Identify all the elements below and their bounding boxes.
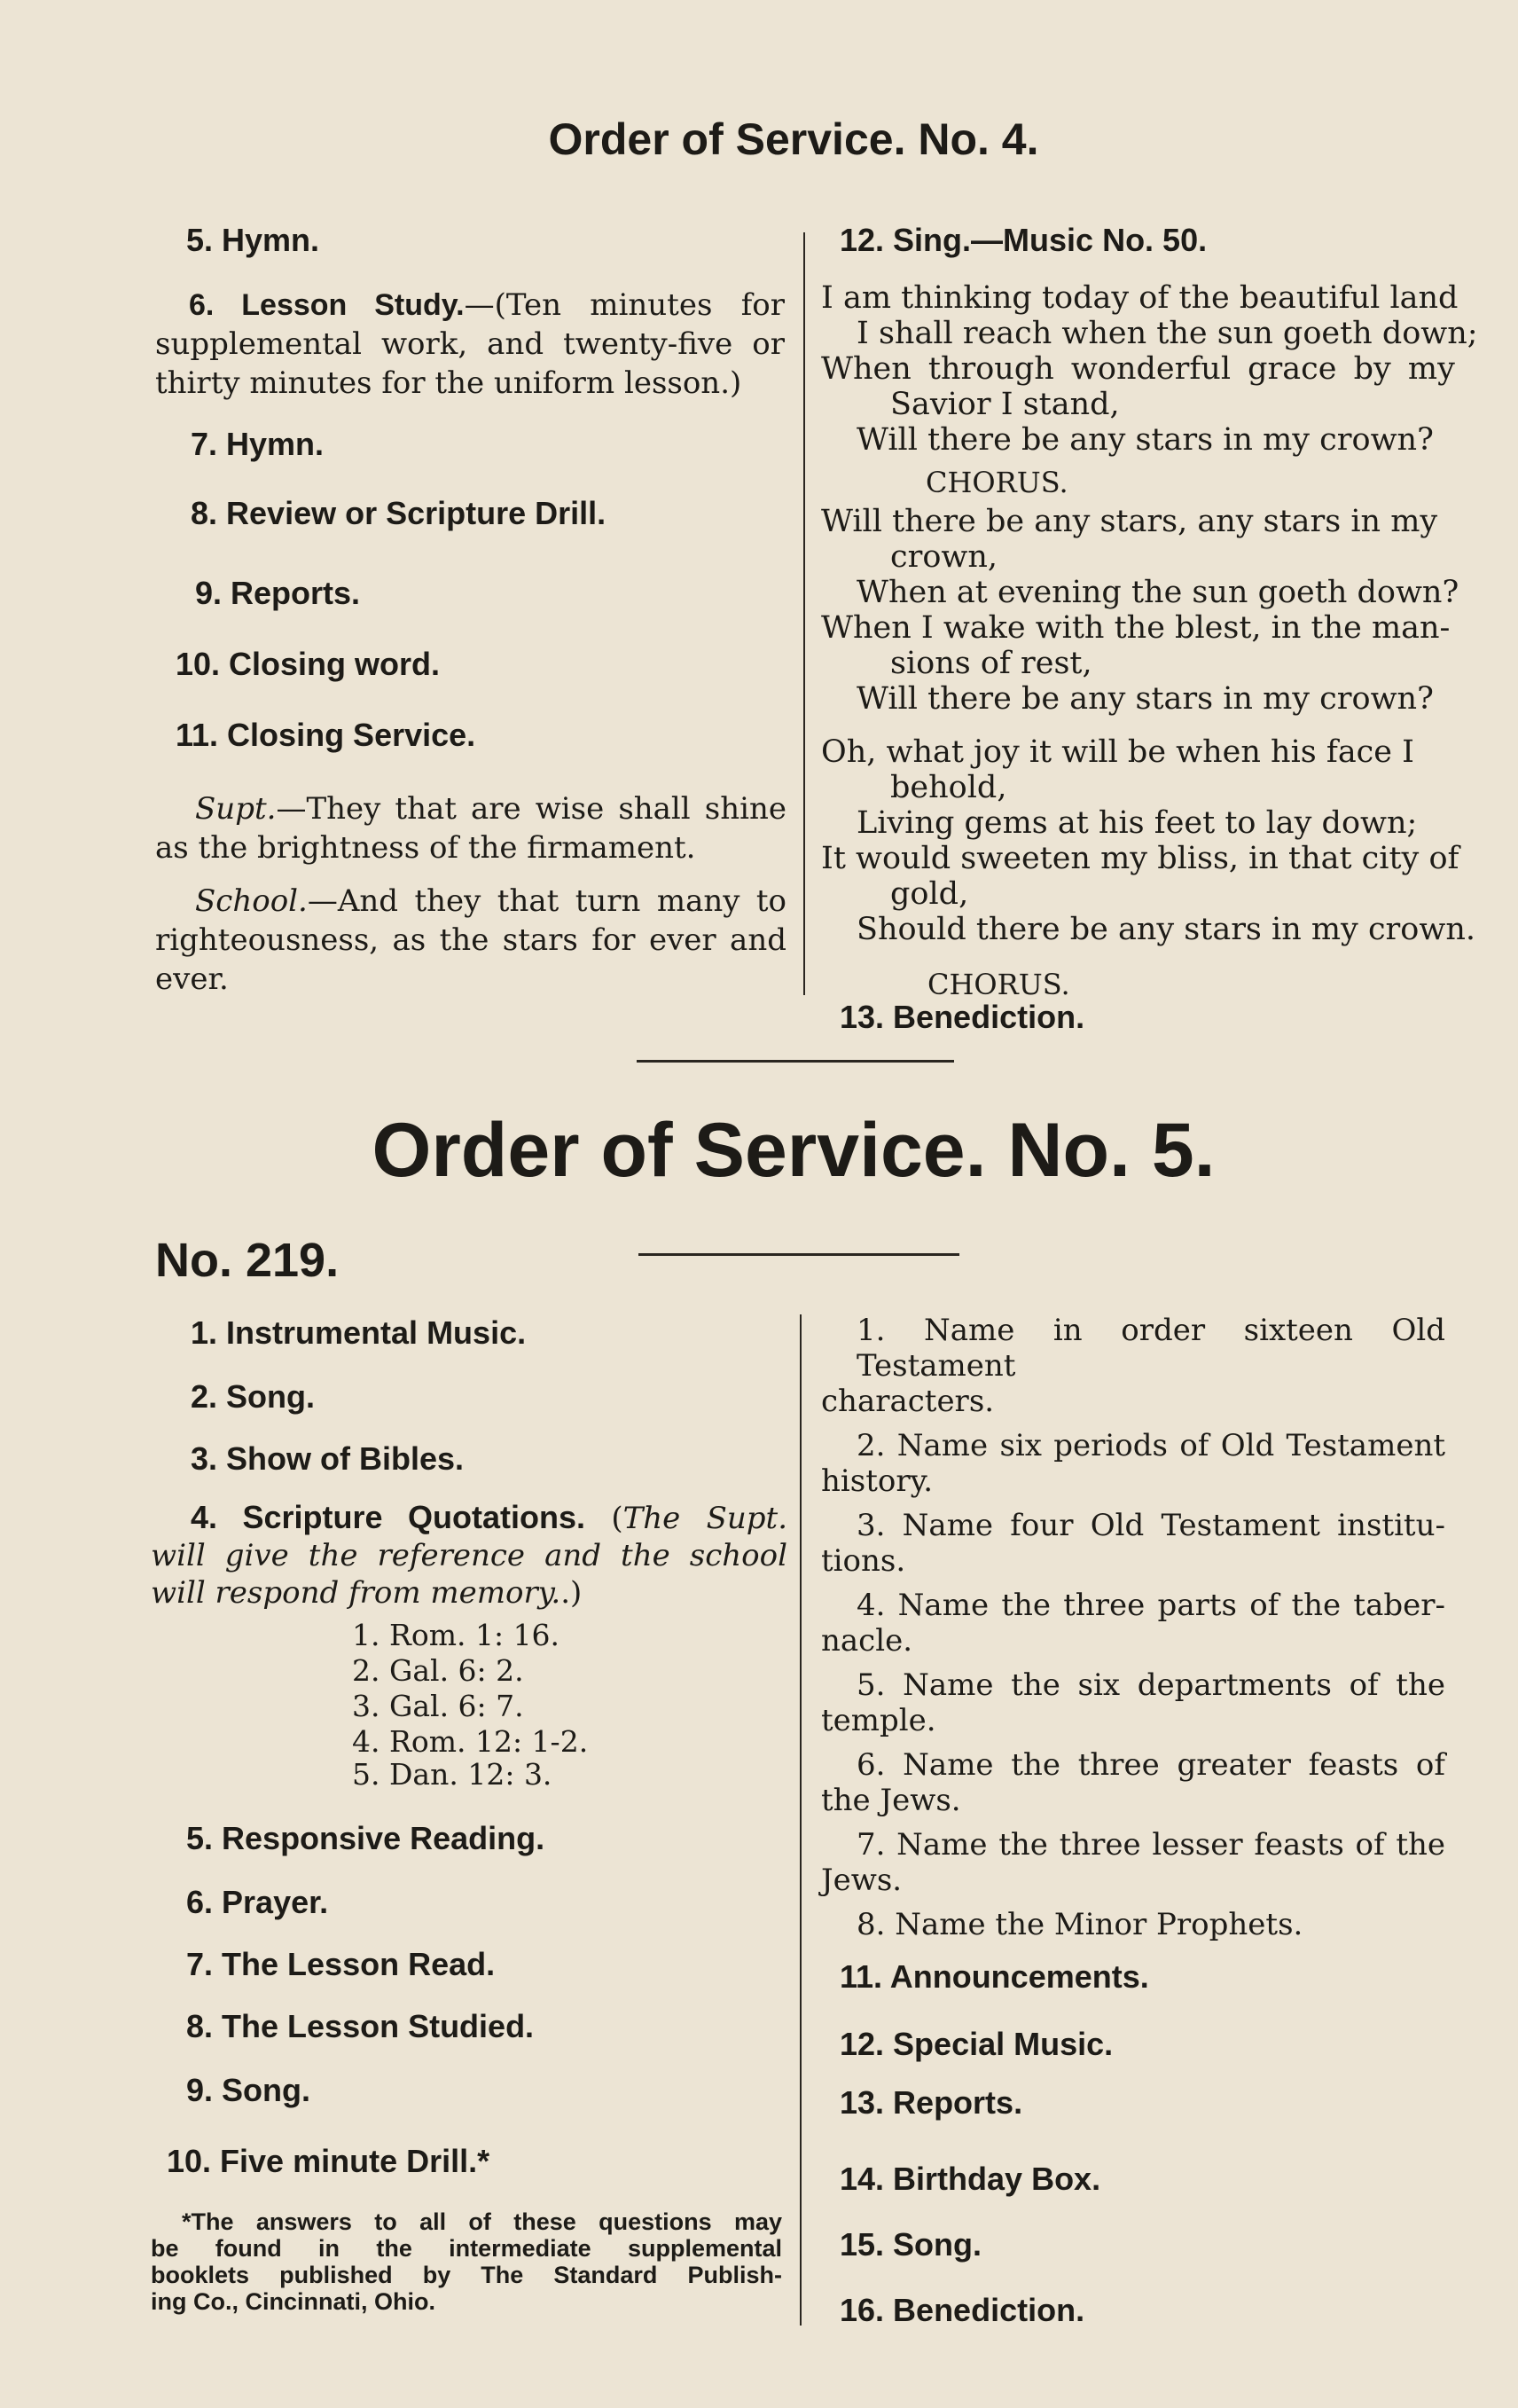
s5-number: No. 219. (155, 1234, 340, 1287)
s5-question-5-line1: 5. Name the six departments of the (857, 1667, 1445, 1703)
s4-item-hymn7: 7. Hymn. (191, 426, 325, 462)
s4-lyric-17: gold, (890, 876, 969, 912)
s4-benediction: 13. Benediction. (840, 999, 1085, 1035)
section-divider-rule (637, 1060, 954, 1063)
s5-ref-5: 5. Dan. 12: 3. (352, 1757, 552, 1792)
s5-question-1 (821, 1313, 1445, 1419)
s5-item-lesson-studied: 8. The Lesson Studied. (186, 2008, 535, 2044)
s5-scripture-italic1: The Supt. (622, 1501, 788, 1536)
s4-item-reports: 9. Reports. (195, 575, 361, 611)
s4-lesson-line2: supplemental work, and twenty-five or (155, 326, 785, 362)
s4-lyric-7: Will there be any stars, any stars in my (821, 504, 1438, 539)
s5-question-2-line2: history. (821, 1463, 934, 1499)
s4-lyric-3: When through wonderful grace by my (821, 351, 1455, 387)
s4-item-review: 8. Review or Scripture Drill. (191, 495, 606, 531)
s5-open-paren: ( (611, 1501, 623, 1536)
s5-scripture-line2: will give the reference and the school (151, 1538, 787, 1573)
s4-school-line1 (155, 882, 786, 921)
s4-sing: 12. Sing.—Music No. 50. (840, 222, 1208, 258)
s4-lyric-1: I am thinking today of the beautiful land (821, 280, 1459, 316)
s4-column-divider (803, 232, 805, 995)
s5-item-responsive: 5. Responsive Reading. (186, 1820, 545, 1856)
s5-question-5-line2: temple. (821, 1703, 936, 1738)
s5-scripture-line3 (151, 1574, 787, 1612)
s5-item-instrumental: 1. Instrumental Music. (191, 1314, 527, 1351)
s4-lyric-18: Should there be any stars in my crown. (857, 912, 1475, 947)
s5-footnote-line4: ing Co., Cincinnati, Ohio. (151, 2288, 435, 2315)
s4-lyric-15: Living gems at his feet to lay down; (857, 805, 1418, 841)
s5-close-paren: .) (560, 1575, 583, 1611)
s4-lesson-label: 6. Lesson Study. (189, 288, 465, 322)
s5-footnote (151, 2208, 782, 2315)
s4-chorus-label-1: CHORUS. (926, 466, 1068, 499)
s5-question-7-line2: Jews. (821, 1863, 903, 1898)
s4-lesson-line3: thirty minutes for the uniform lesson.) (155, 365, 742, 401)
s4-lyric-5: Will there be any stars in my crown? (857, 422, 1434, 458)
s5-item-bibles: 3. Show of Bibles. (191, 1440, 465, 1477)
s4-school-label: School. (195, 883, 308, 919)
s4-chorus-label-2: CHORUS. (927, 968, 1070, 1001)
s5-question-2-line1: 2. Name six periods of Old Testament (857, 1428, 1445, 1463)
s4-school-line3: ever. (155, 961, 229, 997)
service5-title: Order of Service. No. 5. (372, 1108, 1216, 1193)
s4-lyric-11: sions of rest, (890, 646, 1092, 681)
s5-question-1-line1: 1. Name in order sixteen Old Testament (857, 1313, 1445, 1384)
s5-footnote-line1: *The answers to all of these questions may (182, 2208, 782, 2235)
s5-ref-1: 1. Rom. 1: 16. (352, 1618, 560, 1652)
s5-item-birthday-box: 14. Birthday Box. (840, 2161, 1101, 2197)
s4-lyric-10: When I wake with the blest, in the man- (821, 610, 1451, 646)
s5-question-3 (821, 1508, 1445, 1579)
s5-question-4-line1: 4. Name the three parts of the taber- (857, 1588, 1445, 1623)
s5-question-1-line2: characters. (821, 1384, 995, 1419)
s5-references (352, 1618, 588, 1790)
s5-item-announcements: 11. Announcements. (840, 1958, 1149, 1995)
s5-item-lesson-read: 7. The Lesson Read. (186, 1946, 496, 1982)
s4-lyric-16: It would sweeten my bliss, in that city of (821, 841, 1459, 876)
s5-item-benediction: 16. Benediction. (840, 2292, 1085, 2328)
s4-item-hymn5: 5. Hymn. (186, 222, 320, 258)
s4-lyric-9: When at evening the sun goeth down? (857, 575, 1459, 610)
s4-supt-line1 (155, 789, 786, 828)
s4-lesson-study (155, 286, 785, 403)
s5-scripture-line1 (151, 1499, 787, 1537)
s4-school-line2: righteousness, as the stars for ever and (155, 922, 786, 958)
s5-item-drill: 10. Five minute Drill.* (167, 2143, 490, 2179)
s4-lyric-13: Oh, what joy it will be when his face I (821, 734, 1414, 770)
s4-supt-label: Supt. (195, 791, 277, 827)
s5-questions (821, 1313, 1445, 1942)
s4-lyric-12: Will there be any stars in my crown? (857, 681, 1434, 717)
s5-question-8-line1: 8. Name the Minor Prophets. (857, 1907, 1303, 1942)
s5-question-4 (821, 1588, 1445, 1659)
s4-lyric-8: crown, (890, 539, 998, 575)
s5-item-prayer: 6. Prayer. (186, 1884, 329, 1920)
s5-question-4-line2: nacle. (821, 1623, 913, 1659)
s4-supt-line2: as the brightness of the firmament. (155, 830, 696, 866)
s5-ref-2: 2. Gal. 6: 2. (352, 1653, 524, 1688)
s4-item-closing-word: 10. Closing word. (176, 646, 441, 682)
s5-question-7-line1: 7. Name the three lesser feasts of the (857, 1827, 1445, 1863)
s5-number-rule (638, 1253, 959, 1256)
s4-lesson-rest: —(Ten minutes for (464, 287, 786, 323)
s5-question-6-line1: 6. Name the three greater feasts of (857, 1747, 1445, 1783)
s5-scripture-label: 4. Scripture Quotations. (191, 1499, 586, 1535)
s4-school-rest: —And they that turn many to (307, 883, 786, 919)
s5-item-special-music: 12. Special Music. (840, 2026, 1114, 2062)
s5-question-6-line2: the Jews. (821, 1783, 961, 1818)
s4-school-response (155, 882, 786, 999)
s5-question-6 (821, 1747, 1445, 1818)
s5-item-reports: 13. Reports. (840, 2084, 1023, 2121)
s5-question-7 (821, 1827, 1445, 1898)
s5-item-song15: 15. Song. (840, 2226, 982, 2263)
s5-scripture-quotations (151, 1499, 787, 1612)
s5-footnote-line3: booklets published by The Standard Publish- (151, 2262, 782, 2288)
s5-item-song2: 2. Song. (191, 1378, 316, 1415)
s4-supt-response (155, 789, 786, 867)
s5-scripture-line3-text: will respond from memory. (151, 1575, 561, 1611)
s5-question-8 (821, 1907, 1445, 1942)
s5-question-3-line2: tions. (821, 1543, 906, 1579)
s5-footnote-line2: be found in the intermediate supplemental (151, 2235, 782, 2262)
s4-item-closing-service: 11. Closing Service. (176, 717, 476, 753)
s4-lyric-2: I shall reach when the sun goeth down; (857, 316, 1478, 351)
s5-question-2 (821, 1428, 1445, 1499)
s5-ref-4: 4. Rom. 12: 1-2. (352, 1724, 589, 1759)
s5-item-song9: 9. Song. (186, 2072, 311, 2108)
s5-question-5 (821, 1667, 1445, 1738)
service4-title: Order of Service. No. 4. (548, 114, 1039, 164)
s5-column-divider (800, 1314, 802, 2326)
s4-lesson-line1 (155, 286, 785, 325)
s4-supt-rest: —They that are wise shall shine (276, 791, 786, 827)
s5-question-3-line1: 3. Name four Old Testament institu- (857, 1508, 1445, 1543)
s5-ref-3: 3. Gal. 6: 7. (352, 1689, 524, 1723)
s4-lyric-4: Savior I stand, (890, 387, 1120, 422)
s4-lyric-14: behold, (890, 770, 1007, 805)
